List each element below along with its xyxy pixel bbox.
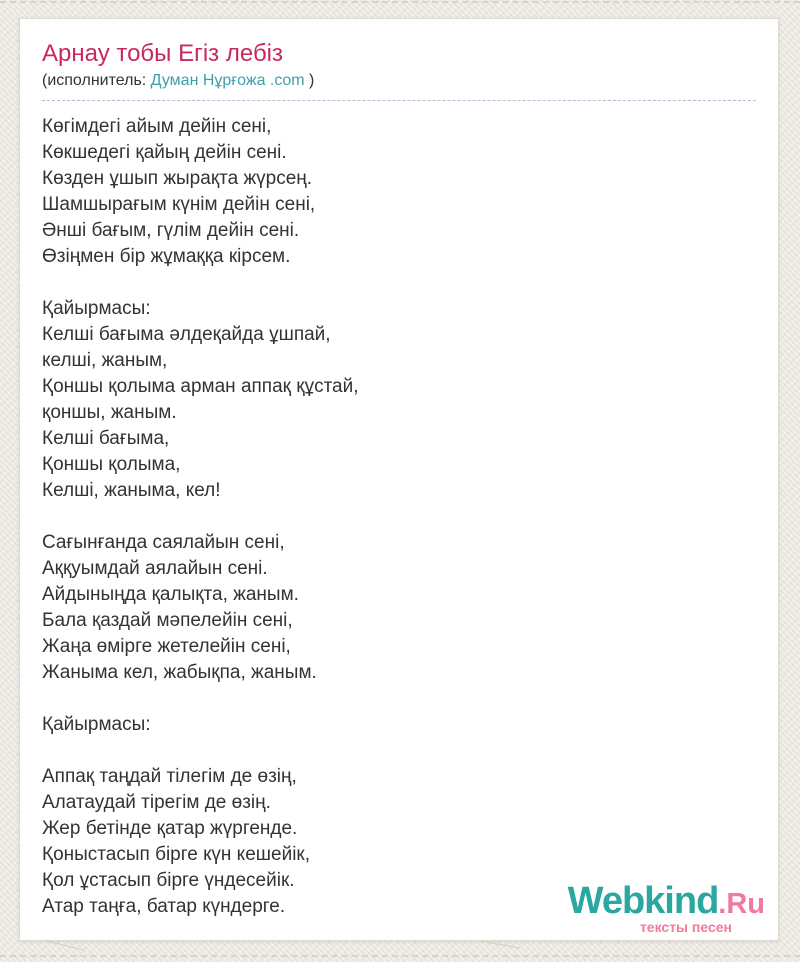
artist-line-close: ) <box>304 72 315 89</box>
lyric-line: Сағынғанда саялайын сені, <box>42 532 285 553</box>
lyric-line: Атар таңға, батар күндерге. <box>42 896 286 917</box>
card-shadow-curl-right <box>480 941 520 949</box>
card-shadow-curl-left <box>45 940 84 951</box>
stanza <box>42 114 756 270</box>
stanza <box>42 530 756 686</box>
artist-label: (исполнитель: <box>42 72 151 89</box>
lyrics-card <box>19 18 779 941</box>
lyric-line: қоншы, жаным. <box>42 402 177 423</box>
lyric-line: Жаныма кел, жабықпа, жаным. <box>42 662 317 683</box>
lyric-line: Қайырмасы: <box>42 298 151 319</box>
lyrics-text <box>42 114 756 920</box>
lyric-line: Бала қаздай мәпелейін сені, <box>42 610 293 631</box>
lyric-line: Өзіңмен бір жұмаққа кірсем. <box>42 246 291 267</box>
lyric-line: Аққуымдай аялайын сені. <box>42 558 268 579</box>
bottom-dashed-divider <box>0 955 800 957</box>
artist-link[interactable]: Думан Нұрғожа .com <box>150 72 305 89</box>
webkind-logo-suffix: .Ru <box>718 888 765 920</box>
lyric-line: Келші бағыма, <box>42 428 170 449</box>
lyric-line: Қайырмасы: <box>42 714 151 735</box>
webkind-logo-tagline: тексты песен <box>639 919 732 935</box>
lyric-line: Шамшырағым күнім дейін сені, <box>42 194 316 215</box>
lyric-line: Қоншы қолыма, <box>42 454 181 475</box>
lyric-line: Қоншы қолыма арман аппақ құстай, <box>42 376 359 397</box>
webkind-logo-main: Webkind <box>567 880 719 922</box>
lyric-line: Аппақ таңдай тілегім де өзің, <box>42 766 297 787</box>
page-title: Арнау тобы Егіз лебіз <box>42 40 284 67</box>
webkind-logo[interactable] <box>568 881 765 940</box>
lyric-line: Көгімдегі айым дейін сені, <box>42 116 272 137</box>
lyric-line: Жер бетінде қатар жүргенде. <box>42 818 298 839</box>
lyric-line: Қол ұстасып бірге үндесейік. <box>42 870 295 891</box>
stanza <box>42 712 756 738</box>
lyric-line: келші, жаным, <box>42 350 168 371</box>
stanza <box>42 296 756 504</box>
lyric-line: Көзден ұшып жырақта жүрсең. <box>42 168 313 189</box>
lyric-line: Көкшедегі қайың дейін сені. <box>42 142 287 163</box>
lyric-line: Қоныстасып бірге күн кешейік, <box>42 844 311 865</box>
lyric-line: Келші, жаныма, кел! <box>42 480 221 501</box>
lyric-line: Алатаудай тірегім де өзің. <box>42 792 271 813</box>
lyric-line: Жаңа өмірге жетелейін сені, <box>42 636 291 657</box>
lyric-line: Келші бағыма әлдеқайда ұшпай, <box>42 324 331 345</box>
top-dashed-divider <box>0 1 800 3</box>
lyric-line: Айдыныңда қалықта, жаным. <box>42 584 299 605</box>
lyric-line: Әнші бағым, гүлім дейін сені. <box>42 220 300 241</box>
artist-line <box>42 71 756 101</box>
